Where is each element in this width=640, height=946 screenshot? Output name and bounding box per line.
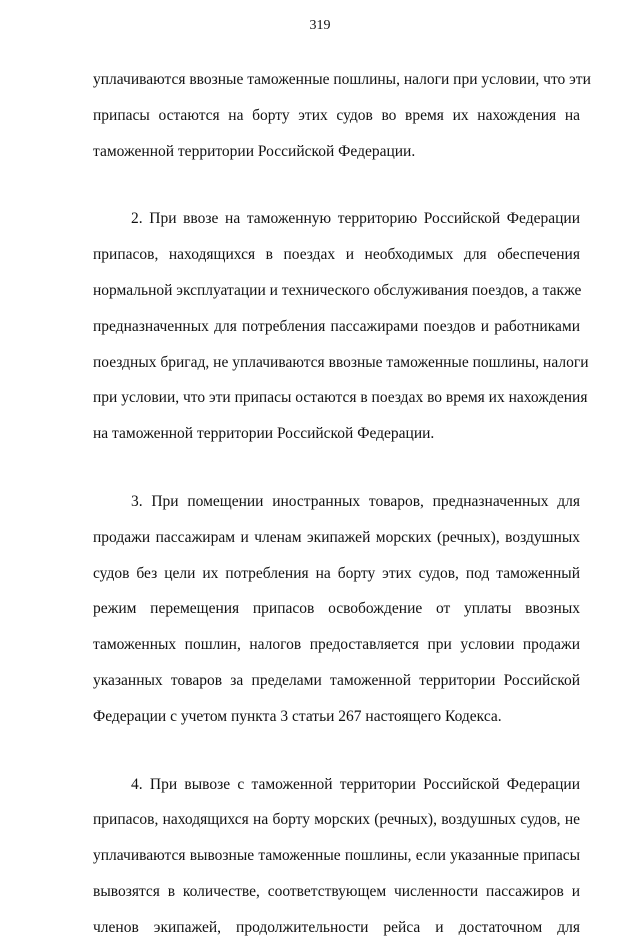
text-line: таможенных пошлин, налогов предоставляется при условии продажи: [93, 636, 580, 654]
text-line: припасы остаются на борту этих судов во время их нахождения на: [93, 106, 580, 124]
text-line: таможенной территории Российской Федерации.: [93, 142, 416, 160]
text-line: режим перемещения припасов освобождение от уплаты ввозных: [93, 600, 580, 618]
paragraph-gap: [93, 169, 580, 201]
text-line: 4. При вывозе с таможенной территории Российской Федерации: [131, 775, 580, 793]
text-line: припасов, находящихся на борту морских (речных), воздушных судов, не: [93, 811, 580, 829]
text-line: указанных товаров за пределами таможенной территории Российской: [93, 671, 580, 689]
text-line: поездных бригад, не уплачиваются ввозные таможенные пошлины, налоги: [93, 353, 589, 371]
text-line: припасов, находящихся в поездах и необходимых для обеспечения: [93, 246, 580, 264]
text-line: 2. При ввозе на таможенную территорию Российской Федерации: [131, 210, 580, 228]
text-line: членов экипажей, продолжительности рейса и достаточном для: [93, 918, 580, 936]
paragraph-gap: [93, 735, 580, 767]
text-line: нормальной эксплуатации и технического обслуживания поездов, а также: [93, 281, 582, 299]
text-line: Федерации с учетом пункта 3 статьи 267 настоящего Кодекса.: [93, 707, 502, 725]
text-line: уплачиваются ввозные таможенные пошлины, налоги при условии, что эти: [93, 71, 591, 88]
page-number: 319: [309, 18, 331, 33]
text-line: вывозятся в количестве, соответствующем численности пассажиров и: [93, 882, 580, 900]
text-line: предназначенных для потребления пассажирами поездов и работниками: [93, 317, 580, 335]
paragraph-gap: [93, 452, 580, 484]
text-line: на таможенной территории Российской Федерации.: [93, 425, 435, 443]
text-line: продажи пассажирам и членам экипажей морских (речных), воздушных: [93, 528, 580, 546]
text-line: при условии, что эти припасы остаются в поездах во время их нахождения: [93, 389, 588, 407]
text-line: 3. При помещении иностранных товаров, предназначенных для: [131, 492, 580, 510]
text-line: уплачиваются вывозные таможенные пошлины, если указанные припасы: [93, 847, 580, 865]
text-line: судов без цели их потребления на борту этих судов, под таможенный: [93, 564, 580, 582]
document-body: [93, 62, 591, 946]
